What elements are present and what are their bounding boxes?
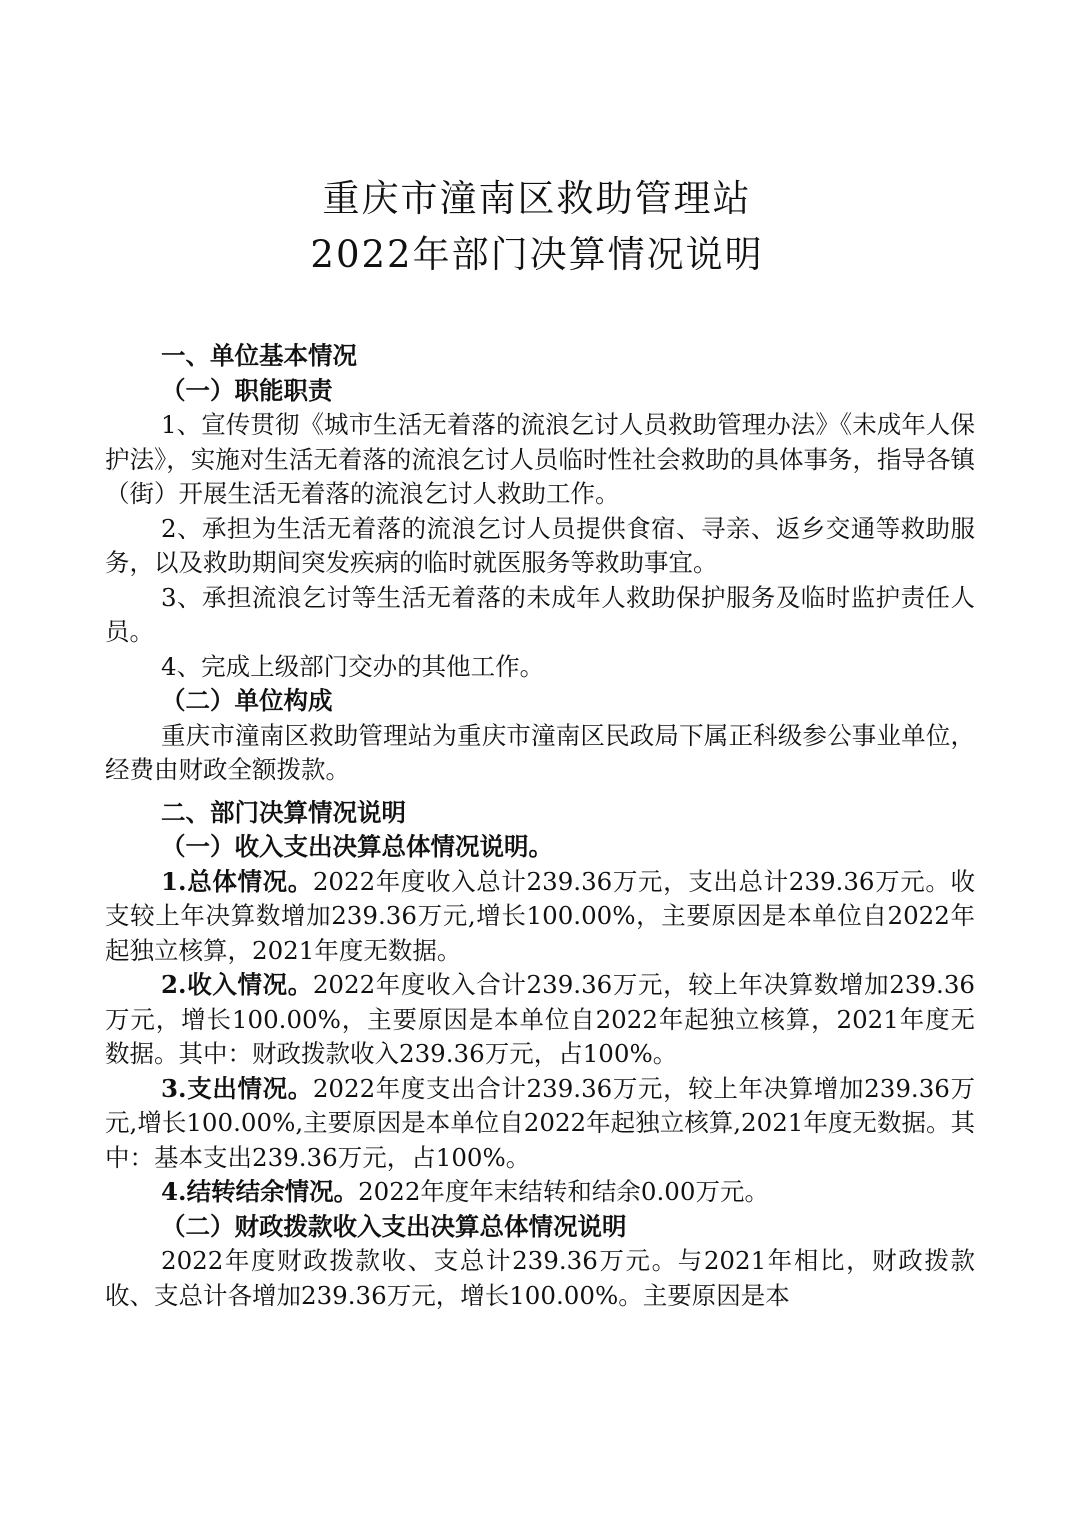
paragraph-overall-text: 2022年度收入总计239.36万元，支出总计239.36万元。收支较上年决算数增加239.36万元,增长100.00%，主要原因是本单位自2022年起独立核算，2021年度无数据。 [105, 866, 975, 965]
duty-item-2: 2、承担为生活无着落的流浪乞讨人员提供食宿、寻亲、返乡交通等救助服务，以及救助期间突发疾病的临时就医服务等救助事宜。 [105, 513, 975, 577]
duty-item-3: 3、承担流浪乞讨等生活无着落的未成年人救助保护服务及临时监护责任人员。 [105, 582, 975, 646]
document-body [105, 339, 975, 1313]
section-gap [105, 788, 975, 796]
paragraph-balance-label: 4.结转结余情况。 [161, 1177, 359, 1206]
paragraph-balance [105, 1175, 975, 1210]
paragraph-overall-label: 1.总体情况。 [161, 866, 313, 896]
duty-item-1: 1、宣传贯彻《城市生活无着落的流浪乞讨人员救助管理办法》《未成年人保护法》，实施对生活无着落的流浪乞讨人员临时性社会救助的具体事务，指导各镇（街）开展生活无着落的流浪乞讨人救助工作。 [105, 410, 975, 508]
paragraph-expenditure-label: 3.支出情况。 [161, 1073, 313, 1103]
subsection-heading-overall: （一）收入支出决算总体情况说明。 [161, 832, 553, 861]
paragraph-expenditure-text: 2022年度支出合计239.36万元，较上年决算增加239.36万元,增长100.00%,主要原因是本单位自2022年起独立核算,2021年度无数据。其中：基本支出239.36万元，占100%。 [105, 1073, 975, 1172]
paragraph-income-text: 2022年度收入合计239.36万元，较上年决算数增加239.36万元，增长100.00%，主要原因是本单位自2022年起独立核算，2021年度无数据。其中：财政拨款收入239.36万元，占100%。 [105, 970, 975, 1068]
paragraph-income-label: 2.收入情况。 [161, 970, 313, 999]
composition-paragraph: 重庆市潼南区救助管理站为重庆市潼南区民政局下属正科级参公事业单位，经费由财政全额拨款。 [105, 720, 975, 784]
subsection-heading-duties: （一）职能职责 [161, 375, 333, 405]
paragraph-expenditure [105, 1072, 975, 1176]
section-heading-final-accounts: 二、部门决算情况说明 [161, 797, 406, 827]
document-title-line1: 重庆市潼南区救助管理站 [322, 177, 752, 220]
paragraph-balance-text: 2022年度年末结转和结余0.00万元。 [358, 1177, 769, 1206]
document-title-line2: 2022年部门决算情况说明 [310, 233, 764, 276]
subsection-heading-fiscal: （二）财政拨款收入支出决算总体情况说明 [161, 1211, 627, 1241]
paragraph-overall [105, 865, 975, 969]
section-heading-basic-info: 一、单位基本情况 [161, 341, 357, 370]
subsection-heading-composition: （二）单位构成 [161, 686, 333, 715]
duty-item-4: 4、完成上级部门交办的其他工作。 [161, 651, 545, 681]
paragraph-income [105, 968, 975, 1072]
paragraph-fiscal: 2022年度财政拨款收、支总计239.36万元。与2021年相比，财政拨款收、支总计各增加239.36万元，增长100.00%。主要原因是本 [105, 1246, 975, 1310]
